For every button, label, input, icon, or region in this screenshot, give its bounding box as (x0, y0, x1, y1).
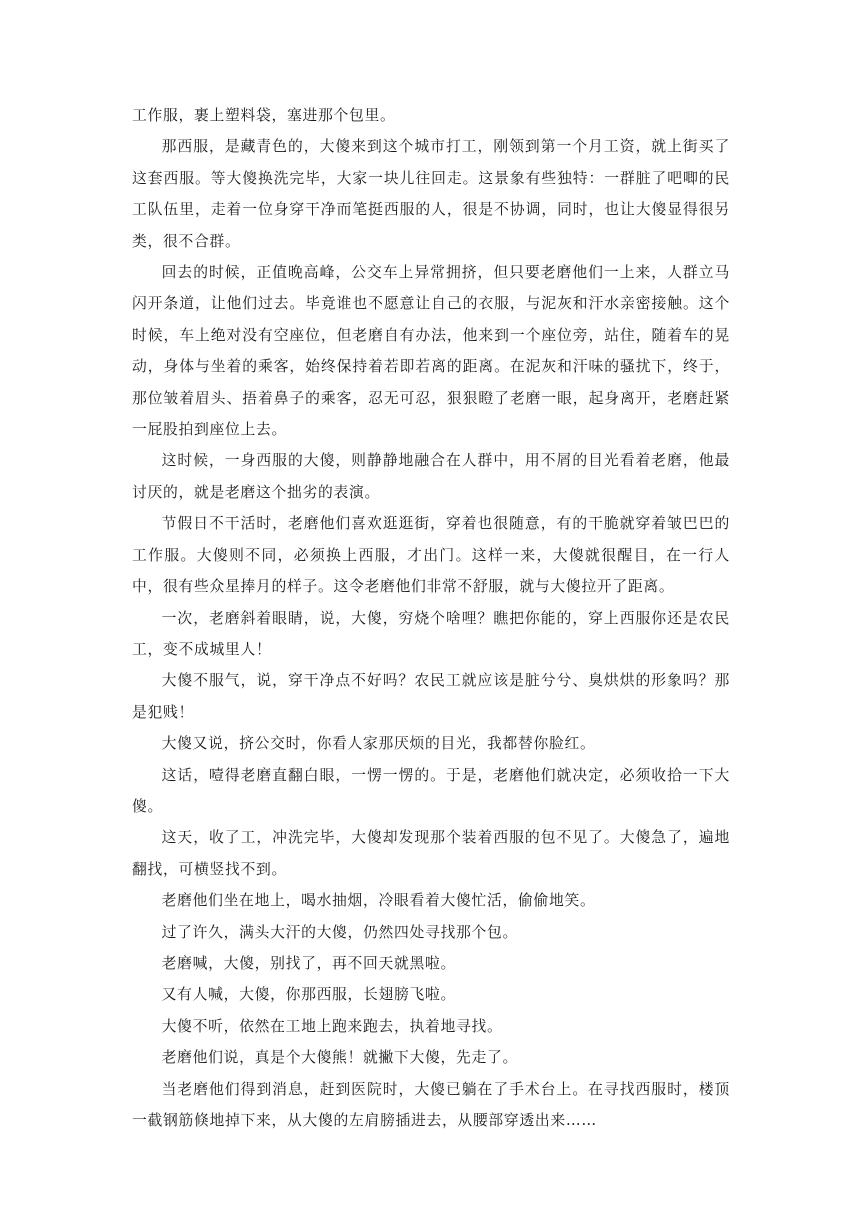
paragraph: 这话，噎得老磨直翻白眼，一愣一愣的。于是，老磨他们就决定，必须收拾一下大傻。 (132, 766, 730, 815)
paragraph: 节假日不干活时，老磨他们喜欢逛逛街，穿着也很随意，有的干脆就穿着皱巴巴的工作服。大傻则不同，必须换上西服，才出门。这样一来，大傻就很醒目，在一行人中，很有些众星捧月的样子。这令老磨他们非常不舒服，就与大傻拉开了距离。 (132, 515, 730, 596)
paragraph: 大傻又说，挤公交时，你看人家那厌烦的目光，我都替你脸红。 (161, 735, 596, 753)
paragraph: 老磨他们说，真是个大傻熊！就撇下大傻，先走了。 (161, 1049, 519, 1067)
paragraph: 老磨喊，大傻，别找了，再不回天就黑啦。 (161, 954, 457, 972)
paragraph: 大傻不听，依然在工地上跑来跑去，执着地寻找。 (161, 1017, 503, 1035)
paragraph: 这时候，一身西服的大傻，则静静地融合在人群中，用不屑的目光看着老磨，他最讨厌的，就是老磨这个拙劣的表演。 (132, 452, 730, 501)
paragraph: 老磨他们坐在地上，喝水抽烟，冷眼看着大傻忙活，偷偷地笑。 (161, 892, 596, 910)
paragraph: 工作服，裹上塑料袋，塞进那个包里。 (132, 107, 396, 124)
paragraph: 又有人喊，大傻，你那西服，长翅膀飞啦。 (161, 986, 457, 1004)
paragraph: 大傻不服气，说，穿干净点不好吗？农民工就应该是脏兮兮、臭烘烘的形象吗？那是犯贱！ (132, 672, 730, 721)
paragraph: 过了许久，满头大汗的大傻，仍然四处寻找那个包。 (161, 923, 519, 941)
paragraph: 回去的时候，正值晚高峰，公交车上异常拥挤，但只要老磨他们一上来，人群立马闪开条道，让他们过去。毕竟谁也不愿意让自己的衣服，与泥灰和汗水亲密接触。这个时候，车上绝对没有空座位，但老磨自有办法，他来到一个座位旁，站住，随着车的晃动，身体与坐着的乘客，始终保持着若即若离的距离。在泥灰和汗味的骚扰下，终于，那位皱着眉头、捂着鼻子的乘客，忍无可忍，狠狠瞪了老磨一眼，起身离开，老磨赶紧一屁股拍到座位上去。 (132, 264, 730, 439)
paragraph: 这天，收了工，冲洗完毕，大傻却发现那个装着西服的包不见了。大傻急了，遍地翻找，可横竖找不到。 (132, 829, 730, 878)
paragraph: 一次，老磨斜着眼睛，说，大傻，穷烧个啥哩？瞧把你能的，穿上西服你还是农民工，变不成城里人！ (132, 609, 730, 658)
paragraph: 那西服，是藏青色的，大傻来到这个城市打工，刚领到第一个月工资，就上街买了这套西服。等大傻换洗完毕，大家一块儿往回走。这景象有些独特：一群脏了吧唧的民工队伍里，走着一位身穿干净而笔挺西服的人，很是不协调，同时，也让大傻显得很另类，很不合群。 (132, 138, 730, 250)
paragraph: 当老磨他们得到消息，赶到医院时，大傻已躺在了手术台上。在寻找西服时，楼顶一截钢筋倏地掉下来，从大傻的左肩膀插进去，从腰部穿透出来…… (132, 1080, 730, 1129)
story-text (132, 100, 730, 1136)
